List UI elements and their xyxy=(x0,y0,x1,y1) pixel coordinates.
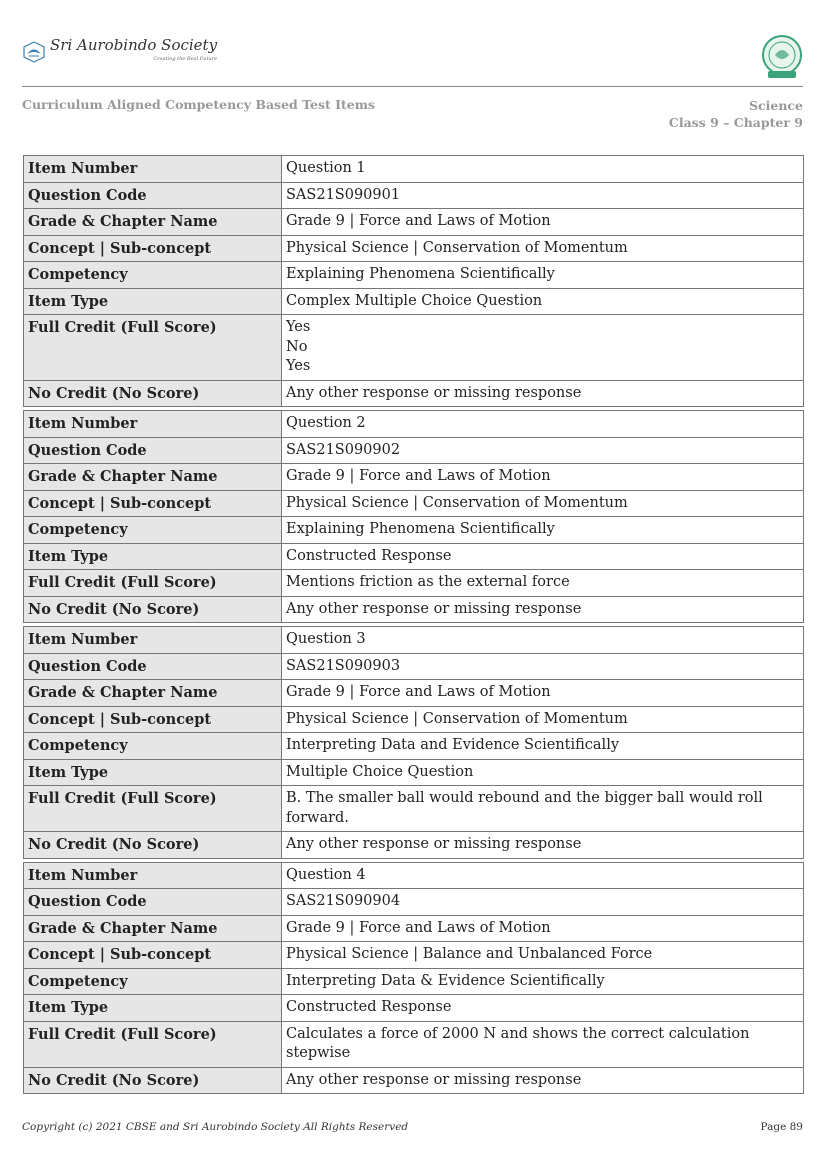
row-label: Grade & Chapter Name xyxy=(24,209,282,236)
item-tables xyxy=(23,155,804,1097)
full-credit-value: B. The smaller ball would rebound and the bigger ball would roll forward. xyxy=(282,786,804,832)
row-label: Question Code xyxy=(24,437,282,464)
grade-chapter-value: Grade 9 | Force and Laws of Motion xyxy=(282,915,804,942)
question-code-value: SAS21S090901 xyxy=(282,182,804,209)
table-row xyxy=(24,759,804,786)
row-label: Concept | Sub-concept xyxy=(24,942,282,969)
table-row xyxy=(24,915,804,942)
row-label: Item Type xyxy=(24,288,282,315)
no-credit-value: Any other response or missing response xyxy=(282,596,804,623)
page-number: Page 89 xyxy=(760,1121,803,1133)
table-row xyxy=(24,315,804,381)
lotus-logo-icon xyxy=(22,41,46,63)
table-row xyxy=(24,968,804,995)
table-row xyxy=(24,942,804,969)
table-row xyxy=(24,490,804,517)
question-code-value: SAS21S090902 xyxy=(282,437,804,464)
row-label: Grade & Chapter Name xyxy=(24,915,282,942)
item-type-value: Constructed Response xyxy=(282,995,804,1022)
table-row xyxy=(24,596,804,623)
grade-chapter-value: Grade 9 | Force and Laws of Motion xyxy=(282,464,804,491)
table-row xyxy=(24,517,804,544)
logo-tagline: Creating the Real Future xyxy=(153,56,218,62)
row-label: No Credit (No Score) xyxy=(24,380,282,407)
row-label: Competency xyxy=(24,968,282,995)
row-label: Full Credit (Full Score) xyxy=(24,1021,282,1067)
row-label: Item Number xyxy=(24,156,282,183)
table-row xyxy=(24,182,804,209)
row-label: Concept | Sub-concept xyxy=(24,706,282,733)
competency-value: Interpreting Data & Evidence Scientifically xyxy=(282,968,804,995)
full-credit-line: No xyxy=(286,338,308,355)
table-row xyxy=(24,262,804,289)
question-code-value: SAS21S090903 xyxy=(282,653,804,680)
full-credit-value: Mentions friction as the external force xyxy=(282,570,804,597)
item-table xyxy=(23,410,804,623)
concept-value: Physical Science | Conservation of Momentum xyxy=(282,235,804,262)
competency-value: Interpreting Data and Evidence Scientifically xyxy=(282,733,804,760)
item-number-value: Question 4 xyxy=(282,862,804,889)
grade-chapter-value: Grade 9 | Force and Laws of Motion xyxy=(282,680,804,707)
cbse-seal xyxy=(760,33,804,85)
table-row xyxy=(24,995,804,1022)
row-label: Item Number xyxy=(24,862,282,889)
footer-copyright: Copyright (c) 2021 CBSE and Sri Aurobindo Society All Rights Reserved xyxy=(22,1121,409,1133)
row-label: No Credit (No Score) xyxy=(24,596,282,623)
table-row xyxy=(24,464,804,491)
grade-chapter-value: Grade 9 | Force and Laws of Motion xyxy=(282,209,804,236)
class-chapter-label: Class 9 – Chapter 9 xyxy=(668,115,803,130)
table-row xyxy=(24,1021,804,1067)
row-label: No Credit (No Score) xyxy=(24,832,282,859)
header-divider xyxy=(22,86,803,87)
row-label: Item Number xyxy=(24,627,282,654)
question-code-value: SAS21S090904 xyxy=(282,889,804,916)
full-credit-line: Yes xyxy=(286,358,311,374)
table-row xyxy=(24,235,804,262)
no-credit-value: Any other response or missing response xyxy=(282,380,804,407)
no-credit-value: Any other response or missing response xyxy=(282,1067,804,1094)
item-type-value: Constructed Response xyxy=(282,543,804,570)
table-row xyxy=(24,786,804,832)
row-label: Competency xyxy=(24,733,282,760)
full-credit-value xyxy=(282,315,804,381)
cbse-seal-icon xyxy=(760,33,804,81)
row-label: Item Type xyxy=(24,995,282,1022)
row-label: Item Type xyxy=(24,543,282,570)
row-label: Full Credit (Full Score) xyxy=(24,786,282,832)
item-table xyxy=(23,626,804,859)
table-row xyxy=(24,380,804,407)
document-title: Curriculum Aligned Competency Based Test Items xyxy=(22,97,375,112)
row-label: Question Code xyxy=(24,653,282,680)
table-row xyxy=(24,437,804,464)
table-row xyxy=(24,733,804,760)
row-label: Grade & Chapter Name xyxy=(24,464,282,491)
table-row xyxy=(24,288,804,315)
logo-wordmark xyxy=(50,38,217,66)
competency-value: Explaining Phenomena Scientifically xyxy=(282,517,804,544)
table-row xyxy=(24,862,804,889)
row-label: Grade & Chapter Name xyxy=(24,680,282,707)
item-type-value: Complex Multiple Choice Question xyxy=(282,288,804,315)
society-logo xyxy=(22,38,217,66)
no-credit-value: Any other response or missing response xyxy=(282,832,804,859)
row-label: Item Type xyxy=(24,759,282,786)
item-type-value: Multiple Choice Question xyxy=(282,759,804,786)
concept-value: Physical Science | Conservation of Momentum xyxy=(282,706,804,733)
table-row xyxy=(24,543,804,570)
row-label: Question Code xyxy=(24,889,282,916)
subject-block xyxy=(669,97,803,131)
item-number-value: Question 2 xyxy=(282,411,804,438)
row-label: Item Number xyxy=(24,411,282,438)
table-row xyxy=(24,680,804,707)
table-row xyxy=(24,570,804,597)
item-number-value: Question 3 xyxy=(282,627,804,654)
item-table xyxy=(23,155,804,407)
item-table xyxy=(23,862,804,1095)
table-row xyxy=(24,627,804,654)
concept-value: Physical Science | Conservation of Momentum xyxy=(282,490,804,517)
row-label: Concept | Sub-concept xyxy=(24,490,282,517)
table-row xyxy=(24,411,804,438)
table-row xyxy=(24,653,804,680)
concept-value: Physical Science | Balance and Unbalanced Force xyxy=(282,942,804,969)
full-credit-line: Yes xyxy=(286,319,311,335)
full-credit-value: Calculates a force of 2000 N and shows the correct calculation stepwise xyxy=(282,1021,804,1067)
table-row xyxy=(24,1067,804,1094)
table-row xyxy=(24,156,804,183)
row-label: Competency xyxy=(24,262,282,289)
table-row xyxy=(24,889,804,916)
row-label: Concept | Sub-concept xyxy=(24,235,282,262)
row-label: Full Credit (Full Score) xyxy=(24,570,282,597)
table-row xyxy=(24,706,804,733)
item-number-value: Question 1 xyxy=(282,156,804,183)
logo-name: Sri Aurobindo Society xyxy=(50,36,218,54)
row-label: Question Code xyxy=(24,182,282,209)
row-label: Competency xyxy=(24,517,282,544)
subject-label: Science xyxy=(749,98,803,113)
table-row xyxy=(24,209,804,236)
competency-value: Explaining Phenomena Scientifically xyxy=(282,262,804,289)
table-row xyxy=(24,832,804,859)
row-label: No Credit (No Score) xyxy=(24,1067,282,1094)
row-label: Full Credit (Full Score) xyxy=(24,315,282,381)
